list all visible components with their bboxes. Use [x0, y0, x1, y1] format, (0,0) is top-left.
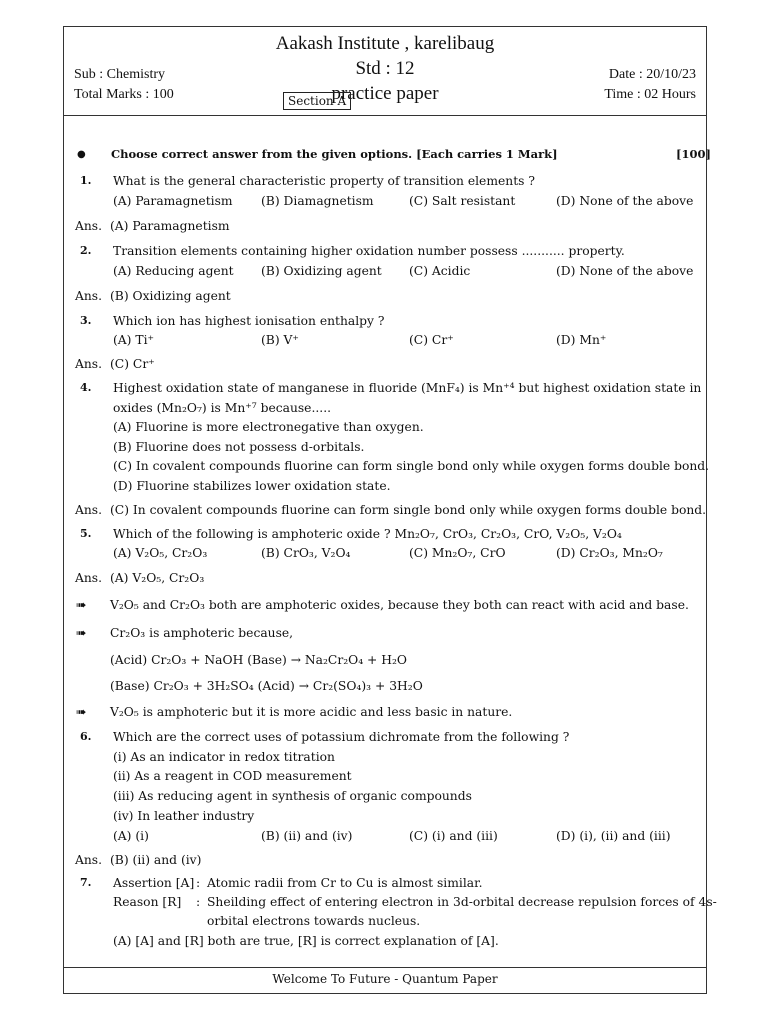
answer: (B) Oxidizing agent — [110, 289, 231, 303]
option-b: (B) V⁺ — [261, 333, 299, 347]
standard: Std : 12 — [355, 58, 415, 79]
answer-label: Ans. — [75, 853, 103, 867]
option-b: (B) CrO₃, V₂O₄ — [261, 546, 351, 560]
option-a: (A) Reducing agent — [113, 264, 234, 278]
explanation: V₂O₅ is amphoteric but it is more acidic and less basic in nature. — [110, 705, 513, 719]
option-d: (D) (i), (ii) and (iii) — [556, 829, 671, 843]
answer: (C) Cr⁺ — [110, 357, 155, 371]
option-c: (C) Mn₂O₇, CrO — [409, 546, 506, 560]
colon: : — [196, 876, 201, 890]
answer: (B) (ii) and (iv) — [110, 853, 202, 867]
question-text: What is the general characteristic property of transition elements ? — [113, 174, 535, 188]
question-text-cont: oxides (Mn₂O₇) is Mn⁺⁷ because..... — [113, 401, 332, 415]
answer-label: Ans. — [75, 571, 103, 585]
question-number: 5. — [80, 527, 92, 540]
question-number: 3. — [80, 314, 92, 327]
option-b: (B) Diamagnetism — [261, 194, 374, 208]
statement-ii: (ii) As a reagent in COD measurement — [113, 769, 352, 783]
reason-text: Sheilding effect of entering electron in 3d-orbital decrease repulsion forces of 4s- — [207, 895, 717, 909]
reason-label: Reason [R] — [113, 895, 182, 909]
option-c: (C) Cr⁺ — [409, 333, 454, 347]
arrow-icon: ➠ — [76, 705, 87, 719]
option-b: (B) Fluorine does not possess d-orbitals. — [113, 440, 365, 454]
question-text: Which of the following is amphoteric oxide ? Mn₂O₇, CrO₃, Cr₂O₃, CrO, V₂O₅, V₂O₄ — [113, 527, 622, 541]
option-b: (B) (ii) and (iv) — [261, 829, 353, 843]
question-number: 2. — [80, 244, 92, 257]
question-number: 4. — [80, 381, 92, 394]
option-c: (C) Acidic — [409, 264, 471, 278]
time: Time : 02 Hours — [604, 87, 696, 102]
option-c: (C) Salt resistant — [409, 194, 516, 208]
question-number: 1. — [80, 174, 92, 187]
institute-name: Aakash Institute , karelibaug — [275, 33, 495, 54]
explanation: V₂O₅ and Cr₂O₃ both are amphoteric oxides, because they both can react with acid and base. — [110, 598, 689, 612]
option-a: (A) Ti⁺ — [113, 333, 155, 347]
header — [64, 27, 706, 116]
section-title: Section A — [283, 92, 351, 110]
instruction-marks: [100] — [676, 147, 711, 161]
answer: (A) V₂O₅, Cr₂O₃ — [110, 571, 205, 585]
equation: (Acid) Cr₂O₃ + NaOH (Base) → Na₂Cr₂O₄ + H₂O — [110, 653, 408, 667]
answer-label: Ans. — [75, 289, 103, 303]
question-number: 6. — [80, 730, 92, 743]
explanation: Cr₂O₃ is amphoteric because, — [110, 626, 294, 640]
option-d: (D) None of the above — [556, 194, 694, 208]
footer — [64, 967, 706, 993]
footer-text: Welcome To Future - Quantum Paper — [272, 972, 498, 986]
total-marks: Total Marks : 100 — [74, 87, 174, 102]
option-a: (A) V₂O₅, Cr₂O₃ — [113, 546, 208, 560]
statement-i: (i) As an indicator in redox titration — [113, 750, 335, 764]
option-c: (C) (i) and (iii) — [409, 829, 498, 843]
answer-label: Ans. — [75, 219, 103, 233]
option-a: (A) Paramagnetism — [113, 194, 233, 208]
statement-iv: (iv) In leather industry — [113, 809, 255, 823]
option-d: (D) None of the above — [556, 264, 694, 278]
answer-label: Ans. — [75, 503, 103, 517]
question-number: 7. — [80, 876, 92, 889]
subject: Sub : Chemistry — [74, 67, 166, 82]
answer-label: Ans. — [75, 357, 103, 371]
question-text: Which ion has highest ionisation enthalpy ? — [113, 314, 385, 328]
reason-text-cont: orbital electrons towards nucleus. — [207, 914, 421, 928]
assertion-label: Assertion [A] — [113, 876, 195, 890]
date: Date : 20/10/23 — [608, 67, 696, 82]
answer: (A) Paramagnetism — [110, 219, 230, 233]
option-c: (C) In covalent compounds fluorine can form single bond only while oxygen forms double bond. — [113, 459, 710, 473]
option-d: (D) Fluorine stabilizes lower oxidation state. — [113, 479, 391, 493]
arrow-icon: ➠ — [76, 598, 87, 612]
option-a: (A) Fluorine is more electronegative than oxygen. — [113, 420, 424, 434]
option-d: (D) Mn⁺ — [556, 333, 607, 347]
bullet-icon: ● — [77, 149, 86, 160]
answer: (C) In covalent compounds fluorine can form single bond only while oxygen forms double bond. — [110, 503, 707, 517]
option-d: (D) Cr₂O₃, Mn₂O₇ — [556, 546, 663, 560]
instruction: Choose correct answer from the given options. [Each carries 1 Mark] — [111, 147, 558, 161]
arrow-icon: ➠ — [76, 626, 87, 640]
assertion-text: Atomic radii from Cr to Cu is almost similar. — [207, 876, 483, 890]
question-text: Which are the correct uses of potassium dichromate from the following ? — [113, 730, 570, 744]
question-text: Transition elements containing higher oxidation number possess ........... property. — [113, 244, 625, 258]
question-text: Highest oxidation state of manganese in fluoride (MnF₄) is Mn⁺⁴ but highest oxidation state in — [113, 381, 702, 395]
option-a: (A) (i) — [113, 829, 149, 843]
option-b: (B) Oxidizing agent — [261, 264, 382, 278]
paper-title: practice paper — [331, 83, 439, 104]
option-a: (A) [A] and [R] both are true, [R] is correct explanation of [A]. — [113, 934, 499, 948]
statement-iii: (iii) As reducing agent in synthesis of organic compounds — [113, 789, 472, 803]
equation: (Base) Cr₂O₃ + 3H₂SO₄ (Acid) → Cr₂(SO₄)₃ + 3H₂O — [110, 679, 423, 693]
colon: : — [196, 895, 201, 909]
